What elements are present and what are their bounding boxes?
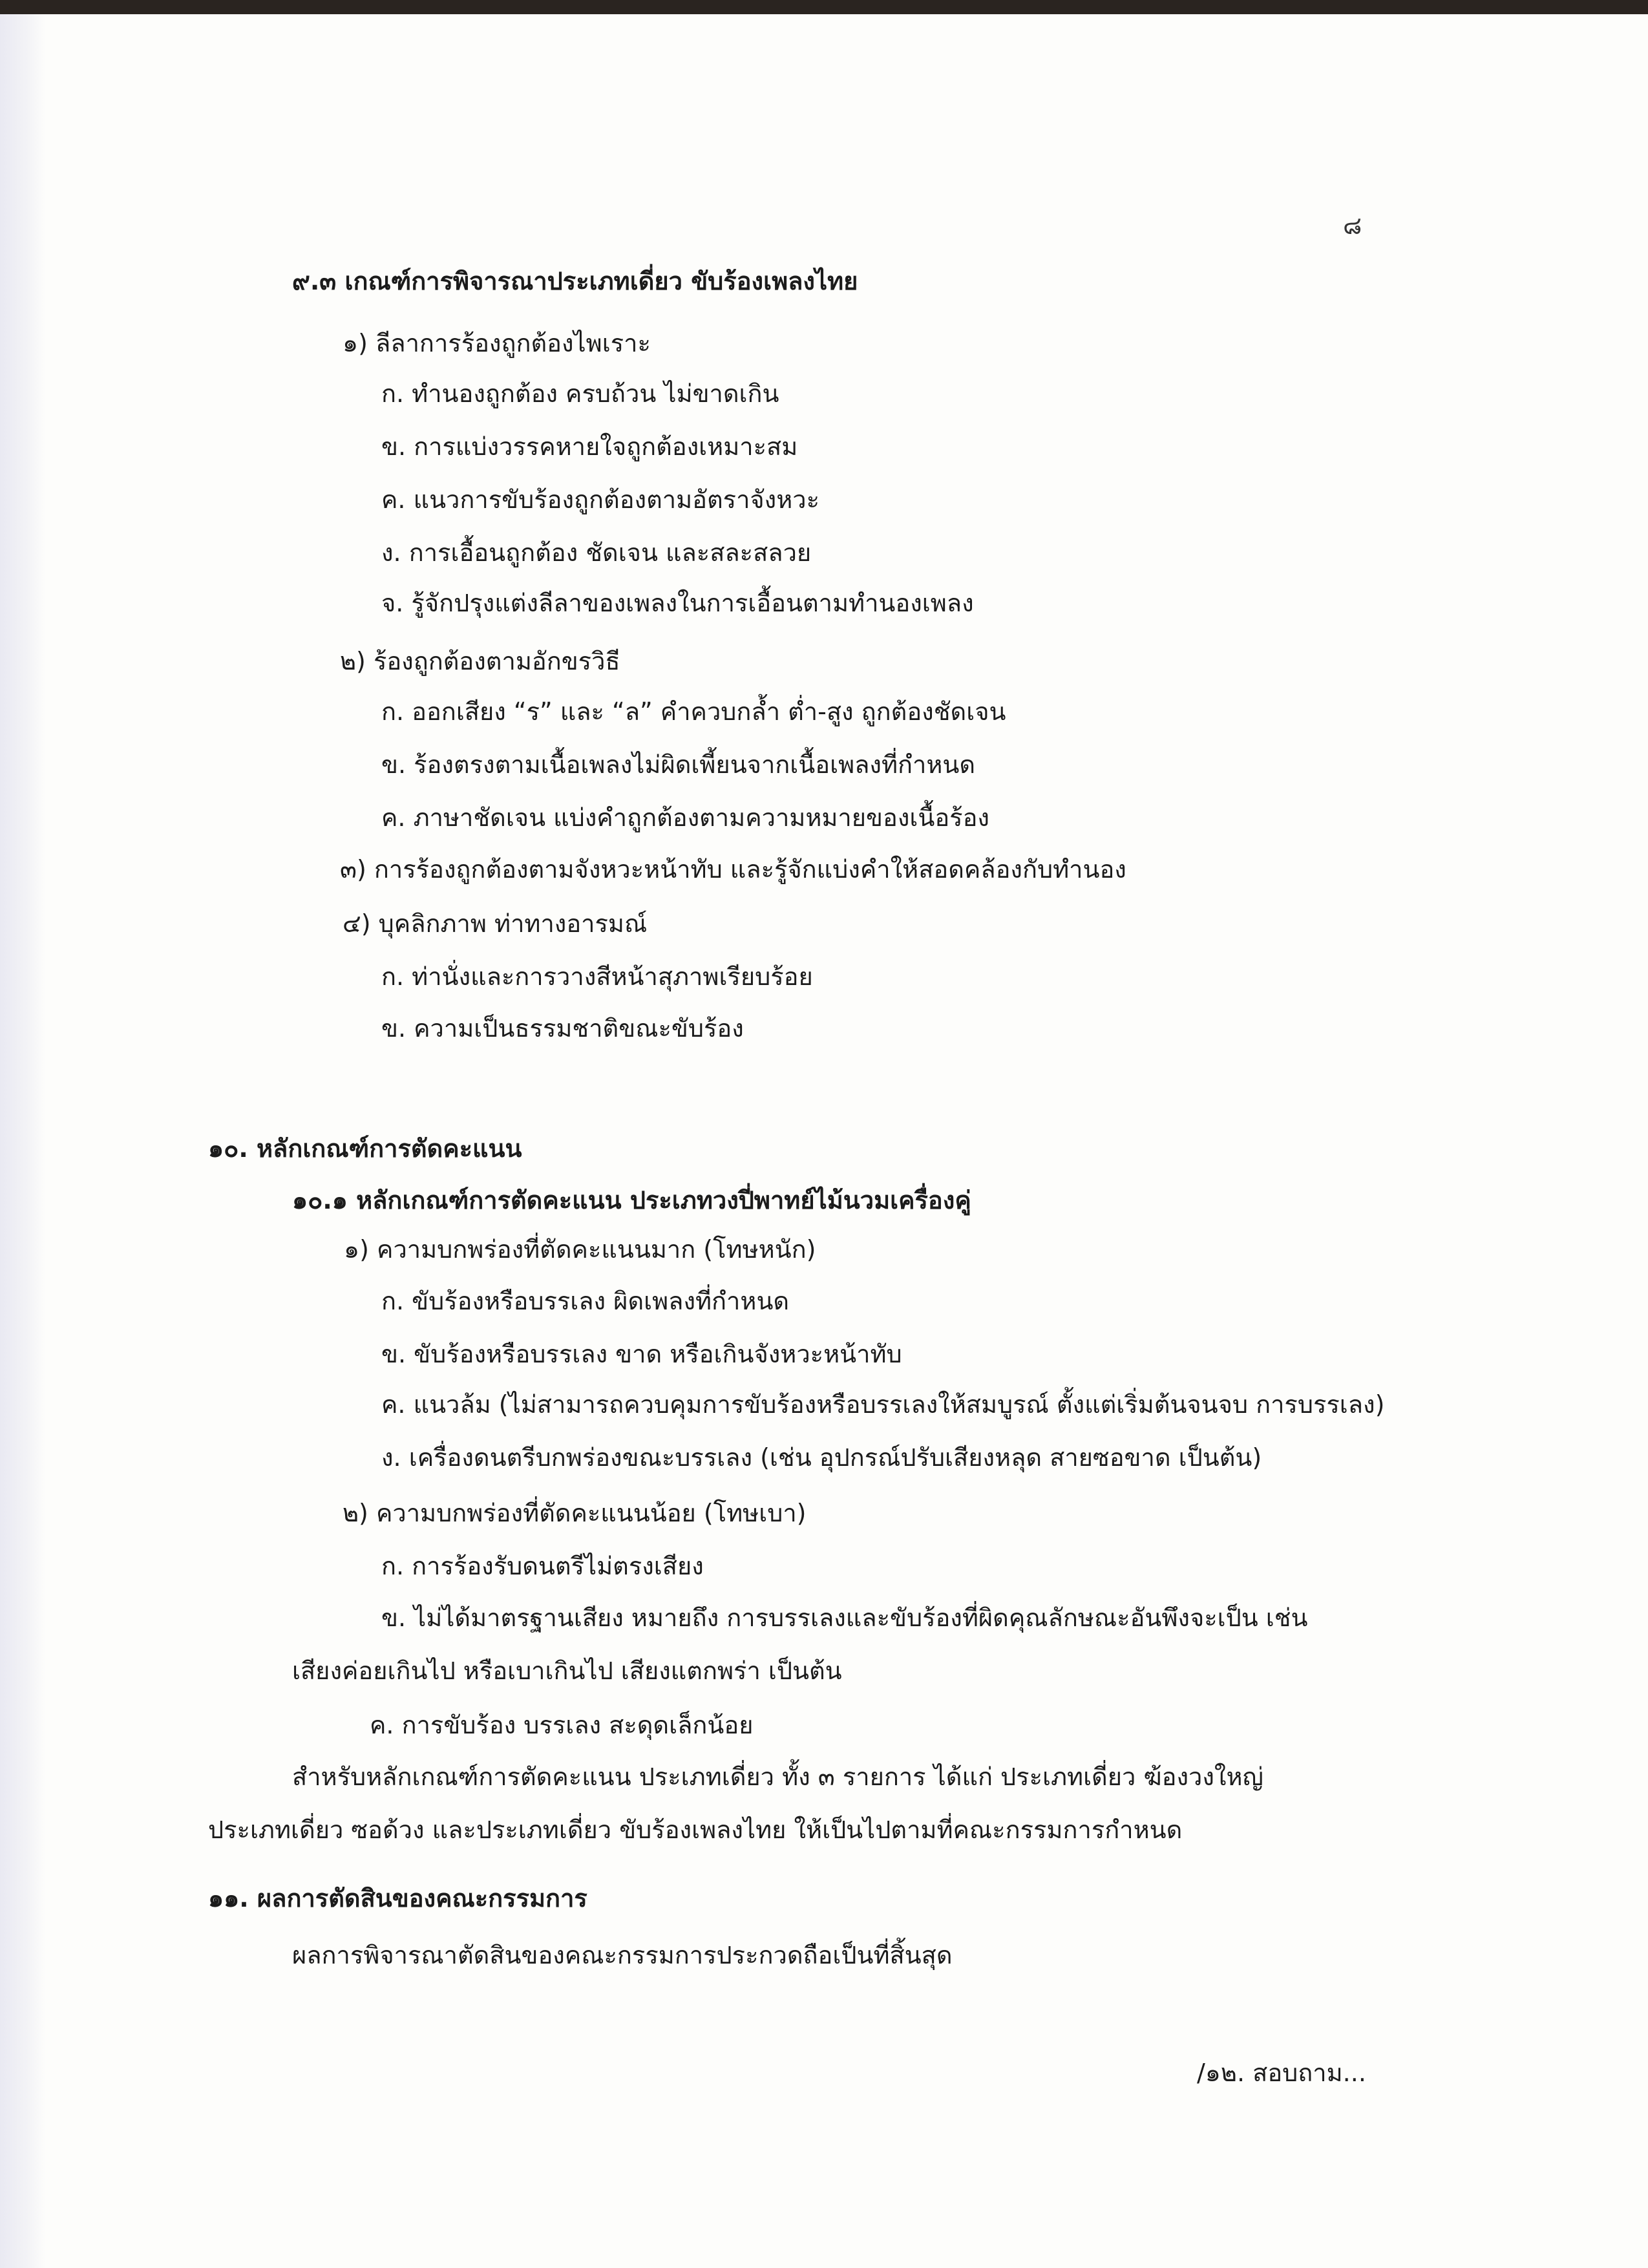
criterion-2c: ค. ภาษาชัดเจน แบ่งคำถูกต้องตามความหมายของเนื้อร้อง <box>381 803 989 832</box>
scan-top-edge <box>0 0 1648 14</box>
section-11-text: ผลการพิจารณาตัดสินของคณะกรรมการประกวดถือเป็นที่สิ้นสุด <box>292 1941 953 1969</box>
deduction-1-title: ๑) ความบกพร่องที่ตัดคะแนนมาก (โทษหนัก) <box>344 1235 816 1264</box>
criterion-2b: ข. ร้องตรงตามเนื้อเพลงไม่ผิดเพี้ยนจากเนื้อเพลงที่กำหนด <box>381 750 976 779</box>
criterion-4a: ก. ท่านั่งและการวางสีหน้าสุภาพเรียบร้อย <box>381 962 813 991</box>
criterion-2a: ก. ออกเสียง “ร” และ “ล” คำควบกล้ำ ต่ำ-สูง ถูกต้องชัดเจน <box>381 697 1006 726</box>
criterion-1b: ข. การแบ่งวรรคหายใจถูกต้องเหมาะสม <box>381 432 798 461</box>
deduction-2-title: ๒) ความบกพร่องที่ตัดคะแนนน้อย (โทษเบา) <box>343 1499 807 1527</box>
criterion-3-title: ๓) การร้องถูกต้องตามจังหวะหน้าทับ และรู้จักแบ่งคำให้สอดคล้องกับทำนอง <box>340 855 1126 884</box>
criterion-1c: ค. แนวการขับร้องถูกต้องตามอัตราจังหวะ <box>381 485 820 514</box>
page-number: ๘ <box>1343 211 1362 240</box>
solo-note-line1: สำหรับหลักเกณฑ์การตัดคะแนน ประเภทเดี่ยว ทั้ง ๓ รายการ ได้แก่ ประเภทเดี่ยว ฆ้องวงใหญ่ <box>292 1763 1263 1791</box>
deduction-1c: ค. แนวล้ม (ไม่สามารถควบคุมการขับร้องหรือบรรเลงให้สมบูรณ์ ตั้งแต่เริ่มต้นจนจบ การบรรเลง) <box>381 1390 1385 1419</box>
criterion-1-title: ๑) ลีลาการร้องถูกต้องไพเราะ <box>343 329 651 357</box>
section-11-heading: ๑๑. ผลการตัดสินของคณะกรรมการ <box>208 1884 587 1913</box>
criterion-2-title: ๒) ร้องถูกต้องตามอักขรวิธี <box>340 647 620 675</box>
deduction-2a: ก. การร้องรับดนตรีไม่ตรงเสียง <box>381 1552 704 1580</box>
solo-note-line2: ประเภทเดี่ยว ซอด้วง และประเภทเดี่ยว ขับร้องเพลงไทย ให้เป็นไปตามที่คณะกรรมการกำหนด <box>208 1816 1183 1844</box>
criterion-4-title: ๔) บุคลิกภาพ ท่าทางอารมณ์ <box>343 909 648 938</box>
criterion-1e: จ. รู้จักปรุงแต่งลีลาของเพลงในการเอื้อนตามทำนองเพลง <box>381 589 974 617</box>
deduction-1d: ง. เครื่องดนตรีบกพร่องขณะบรรเลง (เช่น อุปกรณ์ปรับเสียงหลุด สายซอขาด เป็นต้น) <box>381 1443 1262 1472</box>
next-page-reference: /๑๒. สอบถาม... <box>1197 2059 1366 2087</box>
deduction-2b-line2: เสียงค่อยเกินไป หรือเบาเกินไป เสียงแตกพร่า เป็นต้น <box>292 1657 842 1685</box>
criterion-4b: ข. ความเป็นธรรมชาติขณะขับร้อง <box>381 1014 744 1043</box>
criterion-1a: ก. ทำนองถูกต้อง ครบถ้วน ไม่ขาดเกิน <box>381 379 779 408</box>
deduction-1b: ข. ขับร้องหรือบรรเลง ขาด หรือเกินจังหวะหน้าทับ <box>381 1340 902 1368</box>
criterion-1d: ง. การเอื้อนถูกต้อง ชัดเจน และสละสลวย <box>381 538 812 567</box>
deduction-2b-line1: ข. ไม่ได้มาตรฐานเสียง หมายถึง การบรรเลงและขับร้องที่ผิดคุณลักษณะอันพึงจะเป็น เช่น <box>381 1604 1308 1632</box>
deduction-1a: ก. ขับร้องหรือบรรเลง ผิดเพลงที่กำหนด <box>381 1287 790 1315</box>
section-10-heading: ๑๐. หลักเกณฑ์การตัดคะแนน <box>208 1134 522 1163</box>
scan-left-shadow <box>0 14 45 2268</box>
section-9-3-heading: ๙.๓ เกณฑ์การพิจารณาประเภทเดี่ยว ขับร้องเพลงไทย <box>292 267 858 295</box>
section-10-1-heading: ๑๐.๑ หลักเกณฑ์การตัดคะแนน ประเภทวงปี่พาทย์ไม้นวมเครื่องคู่ <box>292 1186 971 1214</box>
deduction-2c: ค. การขับร้อง บรรเลง สะดุดเล็กน้อย <box>370 1711 754 1739</box>
